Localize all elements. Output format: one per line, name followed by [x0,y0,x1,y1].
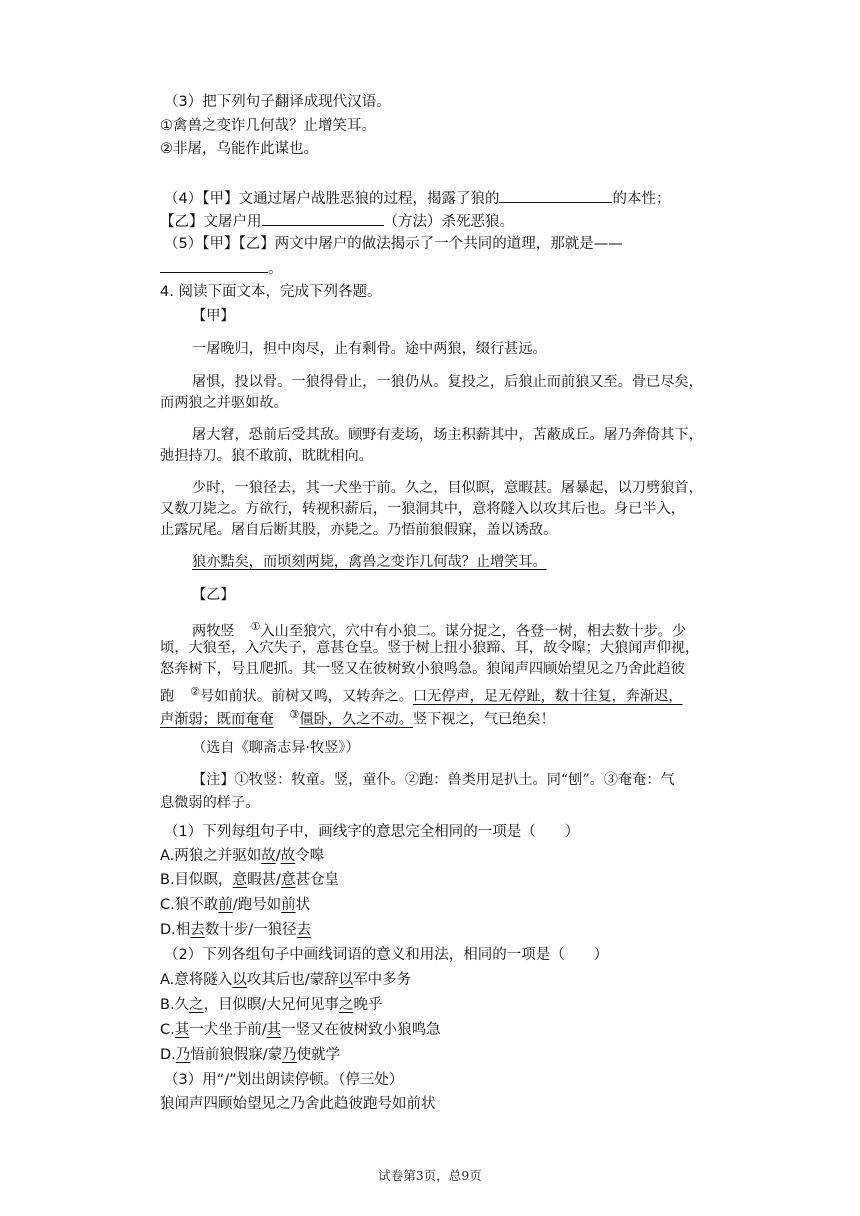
jia-paragraph-5-underlined: 狼亦黠矣，而顷刻两毙，禽兽之变诈几何哉？止增笑耳。 [192,554,547,570]
q4-sub2-option-d[interactable] [160,1045,340,1065]
option-text: 状 [295,897,311,913]
q3-sub4-line-2 [160,211,514,232]
yi-line-3: 怒奔树下，号且爬抓。其一竖又在彼树致小狼鸣急。狼闻声四顾始望见之乃舍此趋彼 [160,661,685,677]
yi-line-1-a: 两牧竖 [192,623,235,640]
option-text: A.意将隧入 [160,972,233,988]
underlined-word: 以 [338,972,354,988]
underlined-word: 前 [281,897,296,913]
option-text: C. [160,1022,175,1038]
yi-line-4-underlined: 口无停声，足无停趾，数十往复，奔渐迟， [412,688,683,705]
option-text: B.目似瞑， [160,872,233,888]
option-text: / [275,848,281,864]
jia-paragraph-4-line-1: 少时，一狼径去，其一犬坐于前。久之，目似瞑，意暇甚。屠暴起，以刀劈狼首， [192,480,703,496]
jia-paragraph-1: 一屠晚归，担中肉尽，止有剩骨。途中两狼，缀行甚远。 [192,341,547,357]
option-text: 军中多务 [353,972,412,988]
underlined-word: 故 [280,848,296,864]
underlined-word: 前 [218,897,233,913]
q4-sub1-option-c[interactable] [160,895,310,915]
underlined-word: 意 [232,872,248,888]
underlined-word: 其 [266,1022,282,1038]
jia-label: 【甲】 [192,308,235,324]
q4-sub2-option-b[interactable] [160,995,382,1015]
q3-sub4-text-c: 【乙】文屠户用 [160,214,262,230]
q3-sub5-line-1: （5）【甲】【乙】两文中屠户的做法揭示了一个共同的道理，那就是—— [164,236,623,252]
answer-blank[interactable] [499,188,612,203]
q4-sub1-option-d[interactable] [160,920,311,940]
option-text: ，目似瞑/大兄何见事 [203,997,339,1013]
q4-heading: 4. 阅读下面文本，完成下列各题。 [160,284,382,300]
q3-sub5-end: 。 [268,261,283,277]
underlined-word: 意 [280,872,296,888]
jia-paragraph-3-line-1: 屠大窘，恐前后受其敌。顾野有麦场，场主积薪其中，苫蔽成丘。屠乃奔倚其下， [192,427,703,443]
yi-line-5-c: 竖下视之，气已绝矣！ [412,711,555,728]
q3-sub5-line-2 [160,258,283,279]
option-text: 令嗥 [295,848,325,864]
yi-line-4-a: 跑 [160,688,175,705]
q4-sub2-option-a[interactable] [160,970,411,990]
yi-line-4 [160,682,682,707]
jia-paragraph-2-line-2: 而两狼之并驱如故。 [160,395,288,411]
q3-sub4-text-a: （4）【甲】文通过屠户战胜恶狼的过程，揭露了狼的 [164,191,500,207]
source-citation: （选自《聊斋志异·牧竖》） [192,740,360,756]
annotation-line-2: 息微弱的样子。 [160,795,260,811]
yi-line-5-underlined-b: 僵卧，久之不动。 [299,711,413,728]
jia-paragraph-3-line-2: 弛担持刀。狼不敢前，眈眈相向。 [160,448,373,464]
option-text: B.久 [160,997,190,1013]
page-footer: 试卷第3页，总9页 [378,1168,482,1183]
answer-blank[interactable] [262,211,384,226]
option-text: 悟前狼假寐/蒙 [190,1047,283,1063]
underlined-word: 去 [190,922,205,938]
q3-sub3-sentence-2: ②非屠，乌能作此谋也。 [160,141,318,157]
option-text: 晚乎 [353,997,383,1013]
underlined-word: 之 [189,997,204,1013]
option-text: 使就学 [296,1047,341,1063]
option-text: 暇甚/ [247,872,281,888]
jia-paragraph-4-line-2: 又数刀毙之。方欲行，转视积薪后，一狼洞其中，意将隧入以攻其后也。身已半入， [160,501,685,517]
q3-sub3-sentence-1: ①禽兽之变诈几何哉？止增笑耳。 [160,118,376,134]
q4-sub1-option-b[interactable] [160,870,339,890]
q3-sub4-text-d: （方法）杀死恶狼。 [383,214,514,230]
underlined-word: 之 [338,997,354,1013]
yi-line-5-underlined-a: 声渐弱；既而奄奄 [160,711,274,728]
option-text: D. [160,1047,176,1063]
jia-paragraph-4-line-3: 止露尻尾。屠自后断其股，亦毙之。乃悟前狼假寐，盖以诱敌。 [160,522,558,538]
option-text: 攻其后也/蒙辞 [246,972,339,988]
q4-sub1-title: （1）下列每组句子中，画线字的意思完全相同的一项是（ ） [164,824,580,840]
underlined-word: 故 [261,848,276,864]
underlined-word: 去 [296,922,312,938]
q3-sub4-text-b: 的本性； [612,191,671,207]
jia-paragraph-2-line-1: 屠惧，投以骨。一狼得骨止，一狼仍从。复投之，后狼止而前狼又至。骨已尽矣， [192,374,703,390]
option-text: 一犬坐于前/ [189,1022,267,1038]
yi-line-1-b: 入山至狼穴，穴中有小狼二。谋分捉之，各登一树，相去数十步。少 [260,623,687,640]
option-text: C.狼不敢 [160,897,219,913]
note-marker-3: ③ [289,708,300,721]
q3-sub3-title: （3）把下列句子翻译成现代汉语。 [164,94,391,110]
option-text: 数十步/一狼径 [204,922,297,938]
yi-line-4-b: 号如前状。前树又鸣，又转奔之。 [200,688,413,705]
option-text: /跑号如 [232,897,282,913]
annotation-line-1: 【注】①牧竖：牧童。竖，童仆。②跑：兽类用足扒土。同“刨”。③奄奄：气 [192,772,675,788]
option-text: 一竖又在彼树致小狼鸣急 [281,1022,441,1038]
option-text: 甚仓皇 [295,872,339,888]
underlined-word: 以 [232,972,247,988]
q4-sub3-sentence: 狼闻声四顾始望见之乃舍此趋彼跑号如前状 [160,1096,436,1112]
answer-blank[interactable] [160,258,268,273]
option-text: D.相 [160,922,191,938]
note-marker-1: ① [250,620,261,633]
option-text: A.两狼之并驱如 [160,848,262,864]
note-marker-2: ② [190,685,201,698]
q4-sub1-option-a[interactable] [160,846,324,866]
yi-label: 【乙】 [192,587,235,603]
underlined-word: 乃 [282,1047,297,1063]
yi-line-5 [160,705,555,730]
q4-sub2-title: （2）下列各组句子中画线词语的意义和用法，相同的一项是（ ） [164,947,609,963]
yi-line-2: 顷，大狼至，入穴失子，意甚仓皇。竖于树上扭小狼蹄、耳，故令嗥；大狼闻声仰视， [160,640,700,656]
q3-sub4-line-1 [164,188,670,209]
q4-sub2-option-c[interactable] [160,1020,441,1040]
q4-sub3-title: （3）用“/”划出朗读停顿。（停三处） [164,1072,404,1088]
underlined-word: 乃 [175,1047,191,1063]
underlined-word: 其 [174,1022,190,1038]
